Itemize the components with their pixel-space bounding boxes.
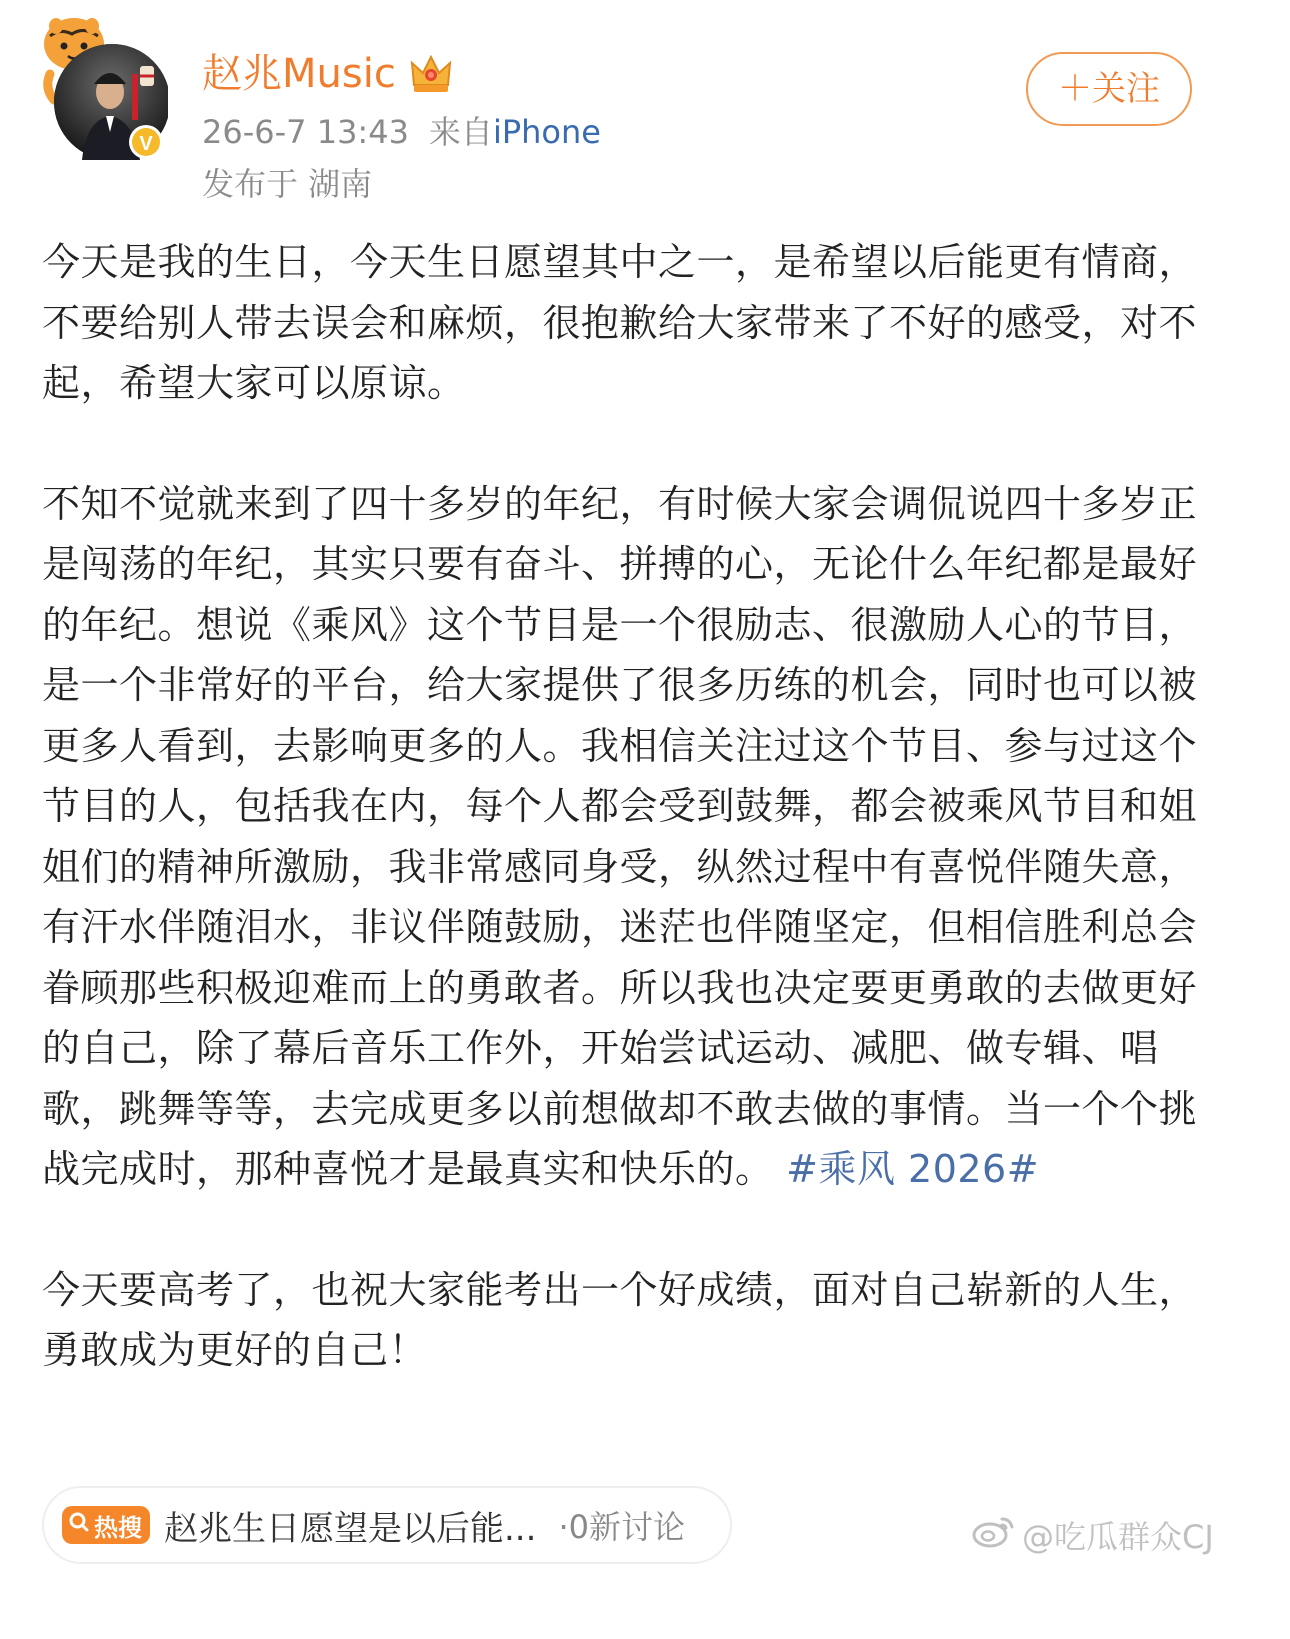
- avatar[interactable]: [36, 14, 168, 164]
- author-name-row: [202, 44, 454, 104]
- hashtag-link[interactable]: #乘风 2026#: [786, 1147, 1040, 1191]
- hot-search-link[interactable]: [42, 1486, 732, 1564]
- verified-badge-label: V: [139, 133, 153, 155]
- post-location: 发布于 湖南: [202, 165, 373, 203]
- crown-icon: [408, 51, 454, 97]
- post-timestamp: 26-6-7 13:43: [202, 113, 409, 151]
- watermark: [972, 1512, 1214, 1558]
- post-source[interactable]: iPhone: [492, 113, 601, 151]
- post-paragraph-2: [42, 474, 1202, 1200]
- follow-button[interactable]: ＋关注: [1026, 52, 1192, 126]
- weibo-icon: [972, 1513, 1016, 1557]
- post-paragraph-2-text: 不知不觉就来到了四十多岁的年纪，有时候大家会调侃说四十多岁正是闯荡的年纪，其实只要有奋斗、拼搏的心，无论什么年纪都是最好的年纪。想说《乘风》这个节目是一个很励志、很激励人心的节目，是一个非常好的平台，给大家提供了很多历练的机会，同时也可以被更多人看到，去影响更多的人。我相信关注过这个节目、参与过这个节目的人，包括我在内，每个人都会受到鼓舞，都会被乘风节目和姐姐们的精神所激励，我非常感同身受，纵然过程中有喜悦伴随失意，有汗水伴随泪水，非议伴随鼓励，迷茫也伴随坚定，但相信胜利总会眷顾那些积极迎难而上的勇敢者。所以我也决定要更勇敢的去做更好的自己，除了幕后音乐工作外，开始尝试运动、减肥、做专辑、唱歌，跳舞等等，去完成更多以前想做却不敢去做的事情。当一个个挑战完成时，那种喜悦才是最真实和快乐的。: [42, 481, 1198, 1191]
- source-prefix: 来自: [428, 113, 493, 151]
- author-name[interactable]: 赵兆Music: [202, 51, 396, 97]
- post-paragraph-1: 今天是我的生日，今天生日愿望其中之一，是希望以后能更有情商，不要给别人带去误会和麻烦，很抱歉给大家带来了不好的感受，对不起，希望大家可以原谅。: [42, 240, 1198, 405]
- search-icon: [68, 1511, 90, 1539]
- hot-search-badge-label: 热搜: [94, 1513, 142, 1542]
- hot-search-badge: [62, 1506, 150, 1544]
- post-paragraph-3: 今天要高考了，也祝大家能考出一个好成绩，面对自己崭新的人生，勇敢成为更好的自己！: [42, 1267, 1198, 1372]
- verified-badge-icon: [129, 125, 163, 159]
- watermark-text: @吃瓜群众CJ: [1022, 1518, 1214, 1556]
- post-meta: [202, 108, 601, 156]
- hot-search-count: ·0新讨论: [558, 1508, 685, 1546]
- hot-search-title: 赵兆生日愿望是以后能...: [164, 1508, 537, 1549]
- post-content: [42, 232, 1202, 1441]
